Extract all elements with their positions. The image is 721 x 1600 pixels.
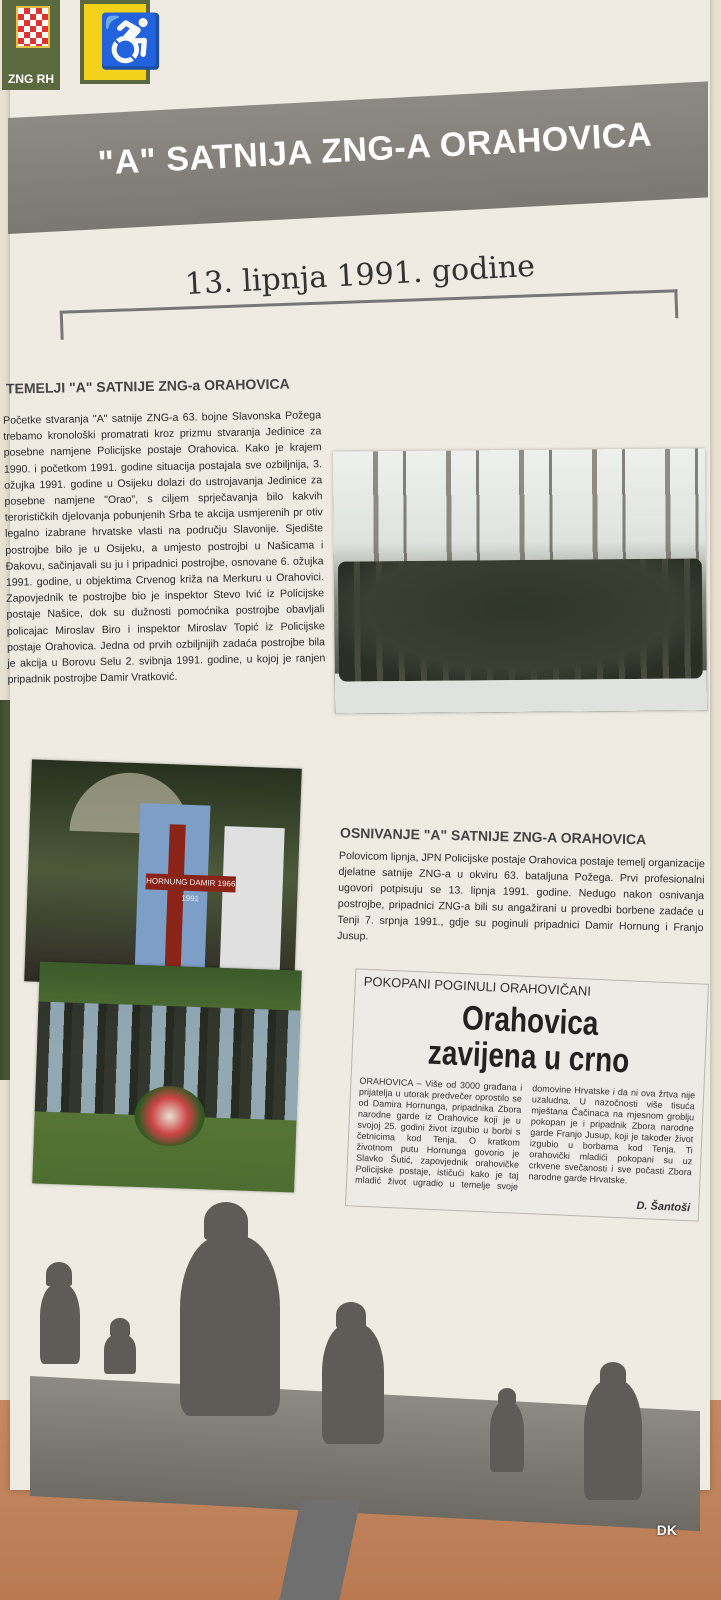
clipping-headline-line1: Orahovica [461,999,600,1044]
clipping-author: D. Šantoši [636,1199,691,1215]
clipping-body: ORAHOVICA – Više od 3000 građana i prijatelja u utorak predvečer oprostilo se od Damira Hornunga, pripadnika Zbora narodne garde iz Orahovice koji je u svojoj 25. godini život izgubio u borbi s četnicima kod Tenja. O kratkom životnom putu Hornunga govorio je Slavko Šutić, zapovjednik orahovičke Policijske postaje, ističući kako je taj mladić život ugradio u temelje svoje domovine Hrvatske i da ni ova žrtva nije uzaludna. U nazočnosti više tisuća mještana Čačinaca na mjesnom groblju pokopan je i pripadnik Zbora narodne garde Franjo Jusup, koji je također život izgubio u borbama kod Tenja. Ti orahovički mladići pokopani su uz crkvene svečanosti i sve počasti Zbora narodne garde Hrvatske. [354,1075,696,1192]
banner-date: 13. lipnja 1991. godine [184,248,536,303]
clipping-kicker: POKOPANI POGINULI ORAHOVIČANI [363,973,592,999]
photo-unit-in-snow [333,448,707,713]
invalid-logo [80,0,163,84]
photo-troops-group [338,558,703,681]
banner-title: "A" SATNIJA ZNG-A ORAHOVICA [97,115,653,183]
photo-cross-inscription: HORNUNG DAMIR 1966 1991 [145,873,236,892]
soldier-silhouette [104,1334,136,1374]
soldier-silhouette [40,1284,80,1364]
clipping-headline [384,997,676,1082]
soldier-silhouette [46,1262,72,1286]
section2-text: Polovicom lipnja, JPN Policijske postaje Orahovica postaje temelj organizacije djelatne satnije ZNG-a u okviru 63. bataljuna Požega. Prvi profesionalni ugovori potpisuju se 13. lipnja 1991. godine. Nedugo nakon osnivanja postrojbe, pripadnici ZNG-a bili su angažirani u provedbi borbene zadaće u Tenji 7. srpnja 1991., gdje su poginuli pripadnici Damir Hornung i Franjo Jusup. [337,849,705,943]
newspaper-clipping [345,968,709,1221]
section1-title: TEMELJI "A" SATNIJE ZNG-a ORAHOVICA [5,375,290,397]
soldier-silhouette [490,1402,524,1472]
photo-funeral-cross [24,759,302,990]
croatian-checkerboard-crest-icon [16,6,50,48]
wheelchair-icon: ♿ [98,13,163,71]
clipping-headline-line2: zavijena u crno [427,1033,631,1081]
soldier-silhouette [180,1236,280,1416]
photo-funeral-gathering [32,961,302,1192]
soldier-silhouette [322,1324,384,1444]
zng-logo-label: ZNG RH [8,72,54,86]
zng-logo [2,0,60,90]
photo-man-white-shirt [219,826,285,990]
soldier-silhouette [204,1202,248,1240]
photographer-watermark: DK [656,1522,677,1538]
soldier-silhouette [584,1380,642,1500]
section1-text: Početke stvaranja "A" satnije ZNG-a 63. bojne Slavonska Požega trebamo kronološki promatrati kroz prizmu stvaranja Jedinice za posebne namjene Policijske postaje Orahovica. Kako je krajem 1990. i početkom 1991. godine situacija postajala sve ozbiljnija, 3. ožujka 1991. godine u Osijeku dolazi do ustrojavanja Jedinice za posebne namjene "Orao", s ciljem sprječavanja bilo kakvih terorističkih djelovanja pobunjenih Srba te akcija usmjerenih pr otiv legalno izabrane hrvatske vlasti na području Slavonije. Sjedište postrojbe bilo je u Osijeku, a umjesto postrojbi u Našicama i Đakovu, sačinjavali su ju i pripadnici postrojbe, osnovane 6. ožujka 1991. godine, u objektima Crvenog križa na Merkuru u Orahovici. Zapovjednik te postrojbe bio je inspektor Stevo Ivić iz Policijske postaje Našice, dok su dužnosti pomoćnika postrojbe obavljali policajac Miroslav Biro i inspektor Miroslav Topić iz Policijske postaje Orahovica. Jedna od prvih ozbiljnijih zadaća postrojbe bila je akcija u Borovu Selu 2. svibnja 1991. godine, u kojoj je ranjen pripadnik postrojbe Damir Vratković. [2,409,326,687]
section2-title: OSNIVANJE "A" SATNIJE ZNG-A ORAHOVICA [339,824,647,848]
